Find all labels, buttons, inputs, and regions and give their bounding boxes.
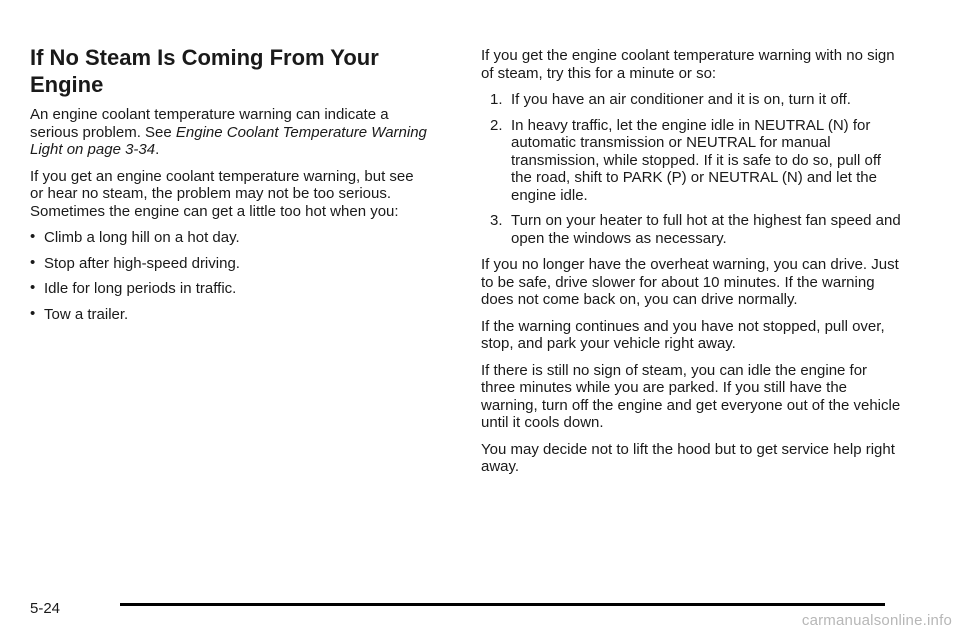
bullet-icon: • <box>30 228 36 245</box>
list-item-text: Climb a long hill on a hot day. <box>44 229 240 246</box>
bullet-icon: • <box>30 253 36 271</box>
steps-intro: If you get the engine coolant temperature warning with no sign of steam, try this for a minute or so: <box>481 47 895 82</box>
footer-divider <box>120 603 885 606</box>
paragraph-no-steam: If there is still no sign of steam, you can idle the engine for three minutes while you are parked. If you still have the warning, turn off the engine and get everyone out of the vehicle until it cools down. <box>481 361 901 431</box>
paragraph-service: You may decide not to lift the hood but to get service help right away. <box>481 440 895 475</box>
watermark-text: carmanualsonline.info <box>801 612 952 629</box>
step-item <box>481 212 901 247</box>
step-number: 1. <box>490 91 503 108</box>
step-number: 2. <box>490 116 503 134</box>
intro-text: An engine coolant temperature warning can indicate a serious problem. See <box>30 106 389 141</box>
bullet-icon: • <box>30 279 36 296</box>
paragraph-warning-continues: If the warning continues and you have not stopped, pull over, stop, and park your vehicle right away. <box>481 317 885 352</box>
intro-paragraph <box>30 106 430 159</box>
section-heading: If No Steam Is Coming From Your Engine <box>30 45 379 97</box>
list-item <box>30 280 430 298</box>
list-item <box>30 255 430 273</box>
step-number: 3. <box>490 212 503 229</box>
bullet-icon: • <box>30 304 36 322</box>
list-item-text: Idle for long periods in traffic. <box>44 280 237 297</box>
list-item <box>30 229 430 247</box>
cross-reference-link[interactable]: Engine Coolant Temperature Warning Light on page 3-34 <box>30 123 427 158</box>
page-number: 5-24 <box>30 600 61 617</box>
step-text: If you have an air conditioner and it is on, turn it off. <box>511 91 851 108</box>
step-item <box>481 117 901 205</box>
step-text: Turn on your heater to full hot at the highest fan speed and open the windows as necessary. <box>511 212 901 247</box>
left-column <box>30 44 430 331</box>
steps-list <box>481 91 901 247</box>
paragraph-no-warning: If you no longer have the overheat warning, you can drive. Just to be safe, drive slower for about 10 minutes. If the warning does not come back on, you can drive normally. <box>481 256 899 308</box>
list-item-text: Stop after high-speed driving. <box>44 254 240 272</box>
list-item <box>30 306 430 324</box>
condition-paragraph: If you get an engine coolant temperature warning, but see or hear no steam, the problem may not be too serious. Sometimes the engine can get a little too hot when you: <box>30 167 414 220</box>
right-column <box>481 47 901 485</box>
list-item-text: Tow a trailer. <box>44 305 129 323</box>
step-item <box>481 91 901 109</box>
intro-end: . <box>155 141 160 158</box>
step-text: In heavy traffic, let the engine idle in NEUTRAL (N) for automatic transmission or NEUTRAL for manual transmission, while stopped. If it is safe to do so, pull off the road, shift to PARK (P) or NEUTRAL (N) and let the engine idle. <box>511 116 881 204</box>
bullet-list <box>30 229 430 323</box>
